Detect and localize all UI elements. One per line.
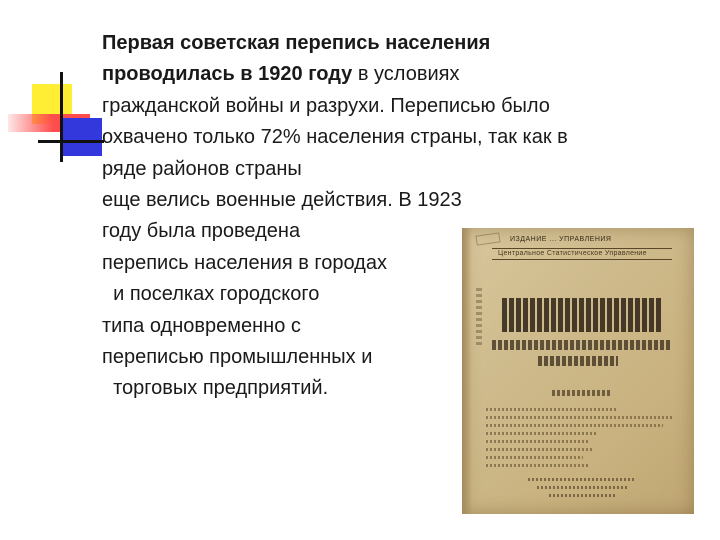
decorative-bullet-graphic <box>0 0 110 170</box>
cover-subtitle-line-2 <box>538 356 618 366</box>
cover-contents-list <box>486 408 672 472</box>
cover-author-line <box>552 390 612 396</box>
text-line-2: проводилась в 1920 году в условиях <box>102 63 460 86</box>
decor-vertical-line <box>60 72 63 162</box>
decor-horizontal-line <box>38 140 104 143</box>
library-stamp <box>475 232 500 245</box>
text-line-3: гражданской войны и разрухи. Переписью было <box>102 94 550 117</box>
cover-side-handwriting <box>476 288 482 348</box>
cover-subtitle-line-1 <box>492 340 670 350</box>
cover-imprint <box>522 478 642 502</box>
text-line-5: ряде районов страны <box>102 157 302 180</box>
text-line-8: перепись населения в городах <box>102 251 387 274</box>
paper-edge-shadow <box>462 228 472 514</box>
text-line-1: Первая советская перепись населения <box>102 32 491 54</box>
text-line-9: и поселках городского <box>102 283 320 306</box>
text-line-10: типа одновременно с <box>102 314 301 337</box>
text-line-11: переписью промышленных и <box>102 346 373 369</box>
text-line-4: охвачено только 72% населения страны, так как в <box>102 126 568 149</box>
cover-publisher-line: ИЗДАНИЕ ... УПРАВЛЕНИЯ <box>510 236 612 243</box>
cover-title-block <box>502 298 662 332</box>
census-report-cover-image <box>462 228 694 514</box>
text-line-6: еще велись военные действия. В 1923 <box>102 189 462 212</box>
cover-header-text: Центральное Статистическое Управление <box>498 250 647 257</box>
text-line-12: торговых предприятий. <box>102 377 329 400</box>
decor-blue-square <box>62 118 102 156</box>
text-line-7: году была проведена <box>102 220 301 243</box>
cover-header-band <box>492 248 672 260</box>
